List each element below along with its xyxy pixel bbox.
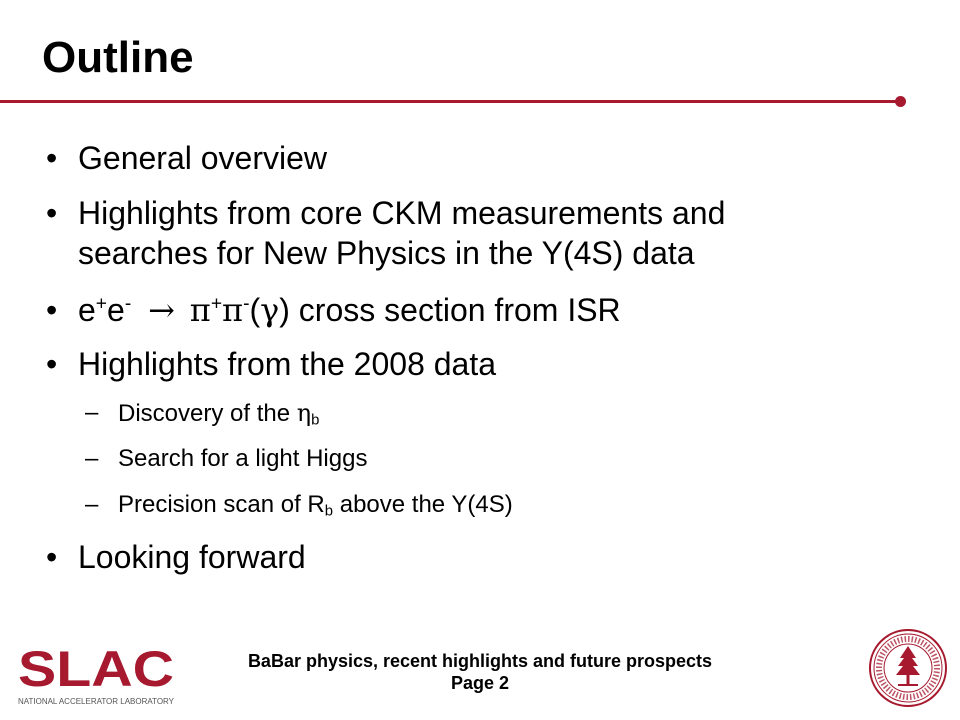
- title-underline-dot: [895, 96, 906, 107]
- subbullet-light-higgs: – Search for a light Higgs: [85, 445, 368, 472]
- footer-talk-title: BaBar physics, recent highlights and future prospects: [247, 651, 713, 671]
- slac-logo-wordmark: SLAC: [18, 642, 174, 697]
- slac-logo: [16, 642, 176, 710]
- slac-logo-tagline: NATIONAL ACCELERATOR LABORATORY: [18, 696, 175, 706]
- stanford-seal-icon: [868, 628, 948, 708]
- footer-page-number: Page 2: [450, 673, 510, 693]
- subbullet-rb-scan: – Precision scan of $R_b$ above the Y(4S): [85, 491, 513, 520]
- slide-title: Outline: [42, 33, 194, 82]
- bullet-looking-forward: • Looking forward: [46, 539, 306, 575]
- bullet-isr-cross-section: • e+e- → π+π-(γ) cross section from ISR: [46, 291, 621, 329]
- title-underline: [0, 100, 902, 103]
- bullet-general-overview: • General overview: [46, 140, 327, 176]
- bullet-ckm-highlights: • Highlights from core CKM measurements and: [46, 195, 726, 231]
- bullet-ckm-highlights-line2: searches for New Physics in the Y(4S) data: [78, 235, 695, 271]
- subbullet-eta-b-discovery: – Discovery of the $\eta_b$: [85, 399, 320, 429]
- bullet-2008-data: • Highlights from the 2008 data: [46, 346, 497, 382]
